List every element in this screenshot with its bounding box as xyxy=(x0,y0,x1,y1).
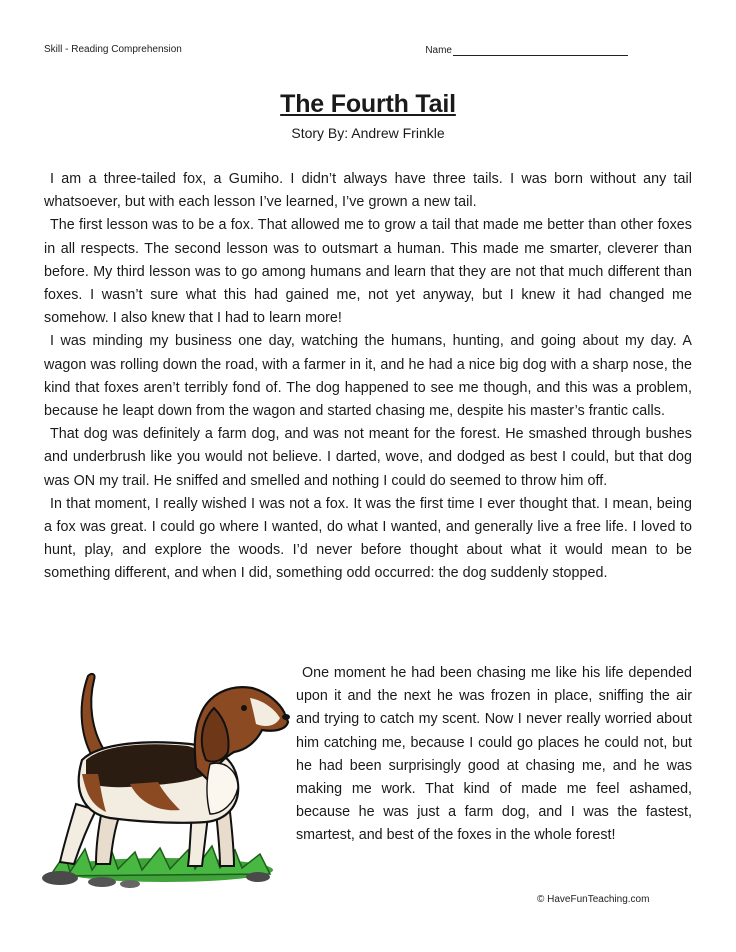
copyright-footer: © HaveFunTeaching.com xyxy=(537,894,650,905)
story-paragraph: In that moment, I really wished I was not a fox. It was the first time I ever thought that. I mean, being a fox was great. I could go where I wanted, do what I wanted, and generally live a free life. I loved to hunt, play, and explore the woods. I’d never before thought about what it would mean to be something different, and when I did, something odd occurred: the dog suddenly stopped. xyxy=(44,495,692,582)
name-label: Name xyxy=(425,45,452,56)
story-paragraph: One moment he had been chasing me like his life depended upon it and the next he was frozen in place, sniffing the air and trying to catch my scent. Now I never really worried about him catching me, because I could go places he could not, but he had been surprisingly good at chasing me, and he was making me work. That kind of made me feel ashamed, because he was just a farm dog, and I was the fastest, smartest, and best of the foxes in the whole forest! xyxy=(296,665,692,844)
story-byline: Story By: Andrew Frinkle xyxy=(291,125,445,141)
name-field xyxy=(425,44,628,56)
story-paragraph: That dog was definitely a farm dog, and was not meant for the forest. He smashed through bushes and underbrush like you would not believe. I darted, wove, and dodged as best I could, but that dog was ON my trail. He sniffed and smelled and nothing I could do seemed to throw him off. xyxy=(44,426,692,489)
story-paragraph: The first lesson was to be a fox. That allowed me to grow a tail that made me better than other foxes in all respects. The second lesson was to outsmart a human. This made me smarter, cleverer than before. My third lesson was to go among humans and learn that they are not that much different than foxes. I wasn’t sure what this had gained me, not yet anyway, but I knew it had changed me somehow. I also knew that I had to learn more! xyxy=(44,217,692,327)
story-paragraph: I was minding my business one day, watching the humans, hunting, and going about my day. A wagon was rolling down the road, with a farmer in it, and he had a nice big dog with a sharp nose, the kind that foxes aren’t terribly fond of. The dog happened to see me though, and this was a problem, because he leapt down from the wagon and started chasing me, despite his master’s frantic calls. xyxy=(44,333,692,420)
story-paragraph: I am a three-tailed fox, a Gumiho. I didn’t always have three tails. I was born without any tail whatsoever, but with each lesson I’ve learned, I’ve grown a new tail. xyxy=(44,171,692,211)
name-blank-line xyxy=(453,44,628,56)
story-body xyxy=(44,168,692,586)
skill-label: Skill - Reading Comprehension xyxy=(44,44,182,55)
story-side-paragraph-block xyxy=(296,662,692,848)
beagle-dog-illustration xyxy=(30,664,292,890)
story-title: The Fourth Tail xyxy=(280,90,456,118)
worksheet-header xyxy=(44,44,628,56)
